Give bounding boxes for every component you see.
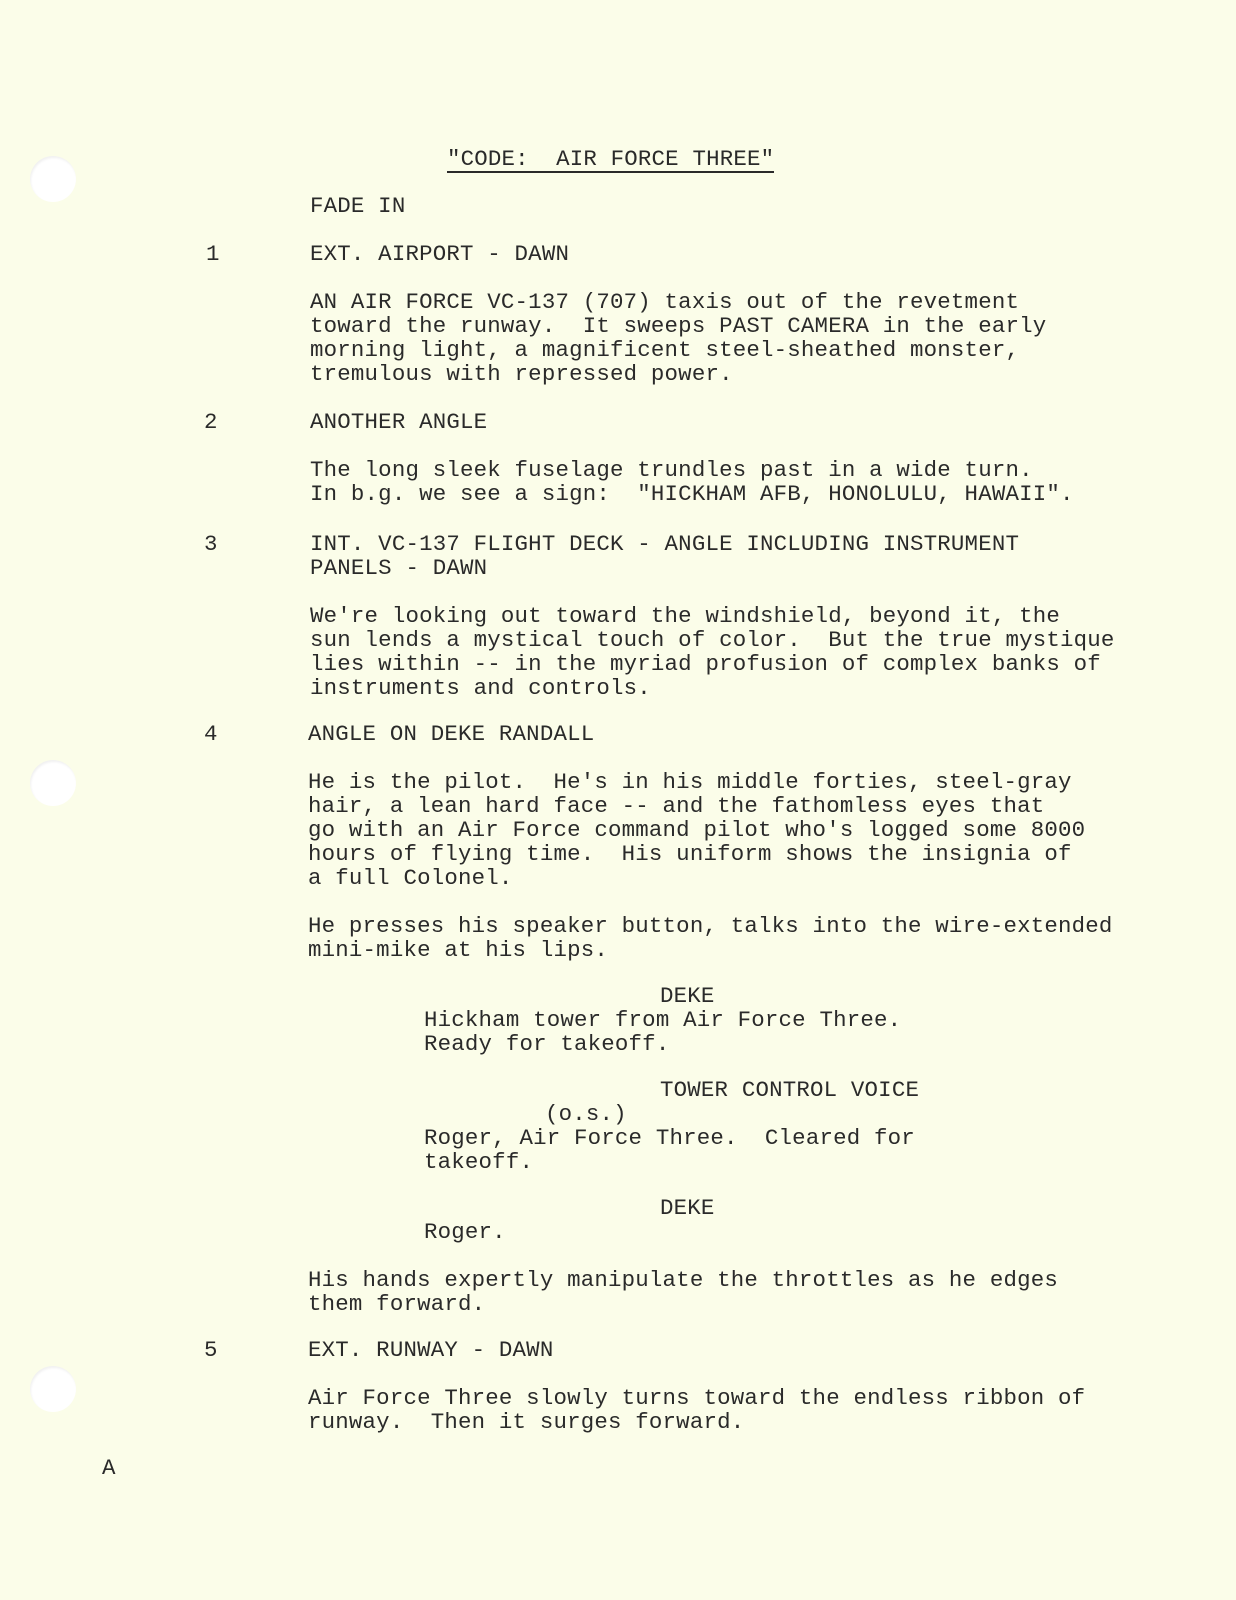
action-line: toward the runway. It sweeps PAST CAMERA in the early: [310, 313, 1047, 339]
action-line: In b.g. we see a sign: "HICKHAM AFB, HONOLULU, HAWAII".: [310, 481, 1074, 507]
character-cue: DEKE: [660, 1195, 715, 1221]
action-line: instruments and controls.: [310, 675, 651, 701]
action-line: them forward.: [308, 1291, 486, 1317]
action-line: He presses his speaker button, talks into the wire-extended: [308, 913, 1113, 939]
character-cue: TOWER CONTROL VOICE: [660, 1077, 920, 1103]
action-line: tremulous with repressed power.: [310, 361, 733, 387]
action-line: His hands expertly manipulate the throttles as he edges: [308, 1267, 1059, 1293]
action-line: a full Colonel.: [308, 865, 513, 891]
dialogue-line: Roger.: [424, 1219, 506, 1245]
scene-number: 3: [204, 531, 218, 557]
parenthetical: (o.s.): [545, 1101, 627, 1127]
scene-number: 1: [206, 241, 220, 267]
action-line: morning light, a magnificent steel-sheathed monster,: [310, 337, 1020, 363]
scene-number: 5: [204, 1337, 218, 1363]
scene-heading: ANGLE ON DEKE RANDALL: [308, 721, 595, 747]
action-line: lies within -- in the myriad profusion of complex banks of: [310, 651, 1101, 677]
action-line: go with an Air Force command pilot who's logged some 8000: [308, 817, 1086, 843]
action-line: runway. Then it surges forward.: [308, 1409, 745, 1435]
script-title: "CODE: AIR FORCE THREE": [447, 146, 775, 172]
transition-fade-in: FADE IN: [310, 193, 406, 219]
scene-heading: EXT. AIRPORT - DAWN: [310, 241, 570, 267]
action-line: mini-mike at his lips.: [308, 937, 609, 963]
character-cue: DEKE: [660, 983, 715, 1009]
action-line: sun lends a mystical touch of color. But the true mystique: [310, 627, 1115, 653]
binder-hole-top: [30, 156, 76, 202]
action-line: We're looking out toward the windshield, beyond it, the: [310, 603, 1061, 629]
footer-mark: A: [102, 1455, 116, 1481]
action-line: Air Force Three slowly turns toward the endless ribbon of: [308, 1385, 1086, 1411]
action-line: AN AIR FORCE VC-137 (707) taxis out of the revetment: [310, 289, 1020, 315]
scene-number: 4: [204, 721, 218, 747]
scene-heading: INT. VC-137 FLIGHT DECK - ANGLE INCLUDING INSTRUMENT: [310, 531, 1020, 557]
action-line: The long sleek fuselage trundles past in a wide turn.: [310, 457, 1033, 483]
dialogue-line: takeoff.: [424, 1149, 534, 1175]
binder-hole-bottom: [30, 1366, 76, 1412]
dialogue-line: Hickham tower from Air Force Three.: [424, 1007, 902, 1033]
action-line: He is the pilot. He's in his middle forties, steel-gray: [308, 769, 1072, 795]
scene-heading-continued: PANELS - DAWN: [310, 555, 488, 581]
action-line: hours of flying time. His uniform shows the insignia of: [308, 841, 1072, 867]
dialogue-line: Roger, Air Force Three. Cleared for: [424, 1125, 915, 1151]
scene-heading: ANOTHER ANGLE: [310, 409, 488, 435]
dialogue-line: Ready for takeoff.: [424, 1031, 670, 1057]
scene-number: 2: [204, 409, 218, 435]
binder-hole-middle: [30, 760, 76, 806]
scene-heading: EXT. RUNWAY - DAWN: [308, 1337, 554, 1363]
action-line: hair, a lean hard face -- and the fathomless eyes that: [308, 793, 1045, 819]
